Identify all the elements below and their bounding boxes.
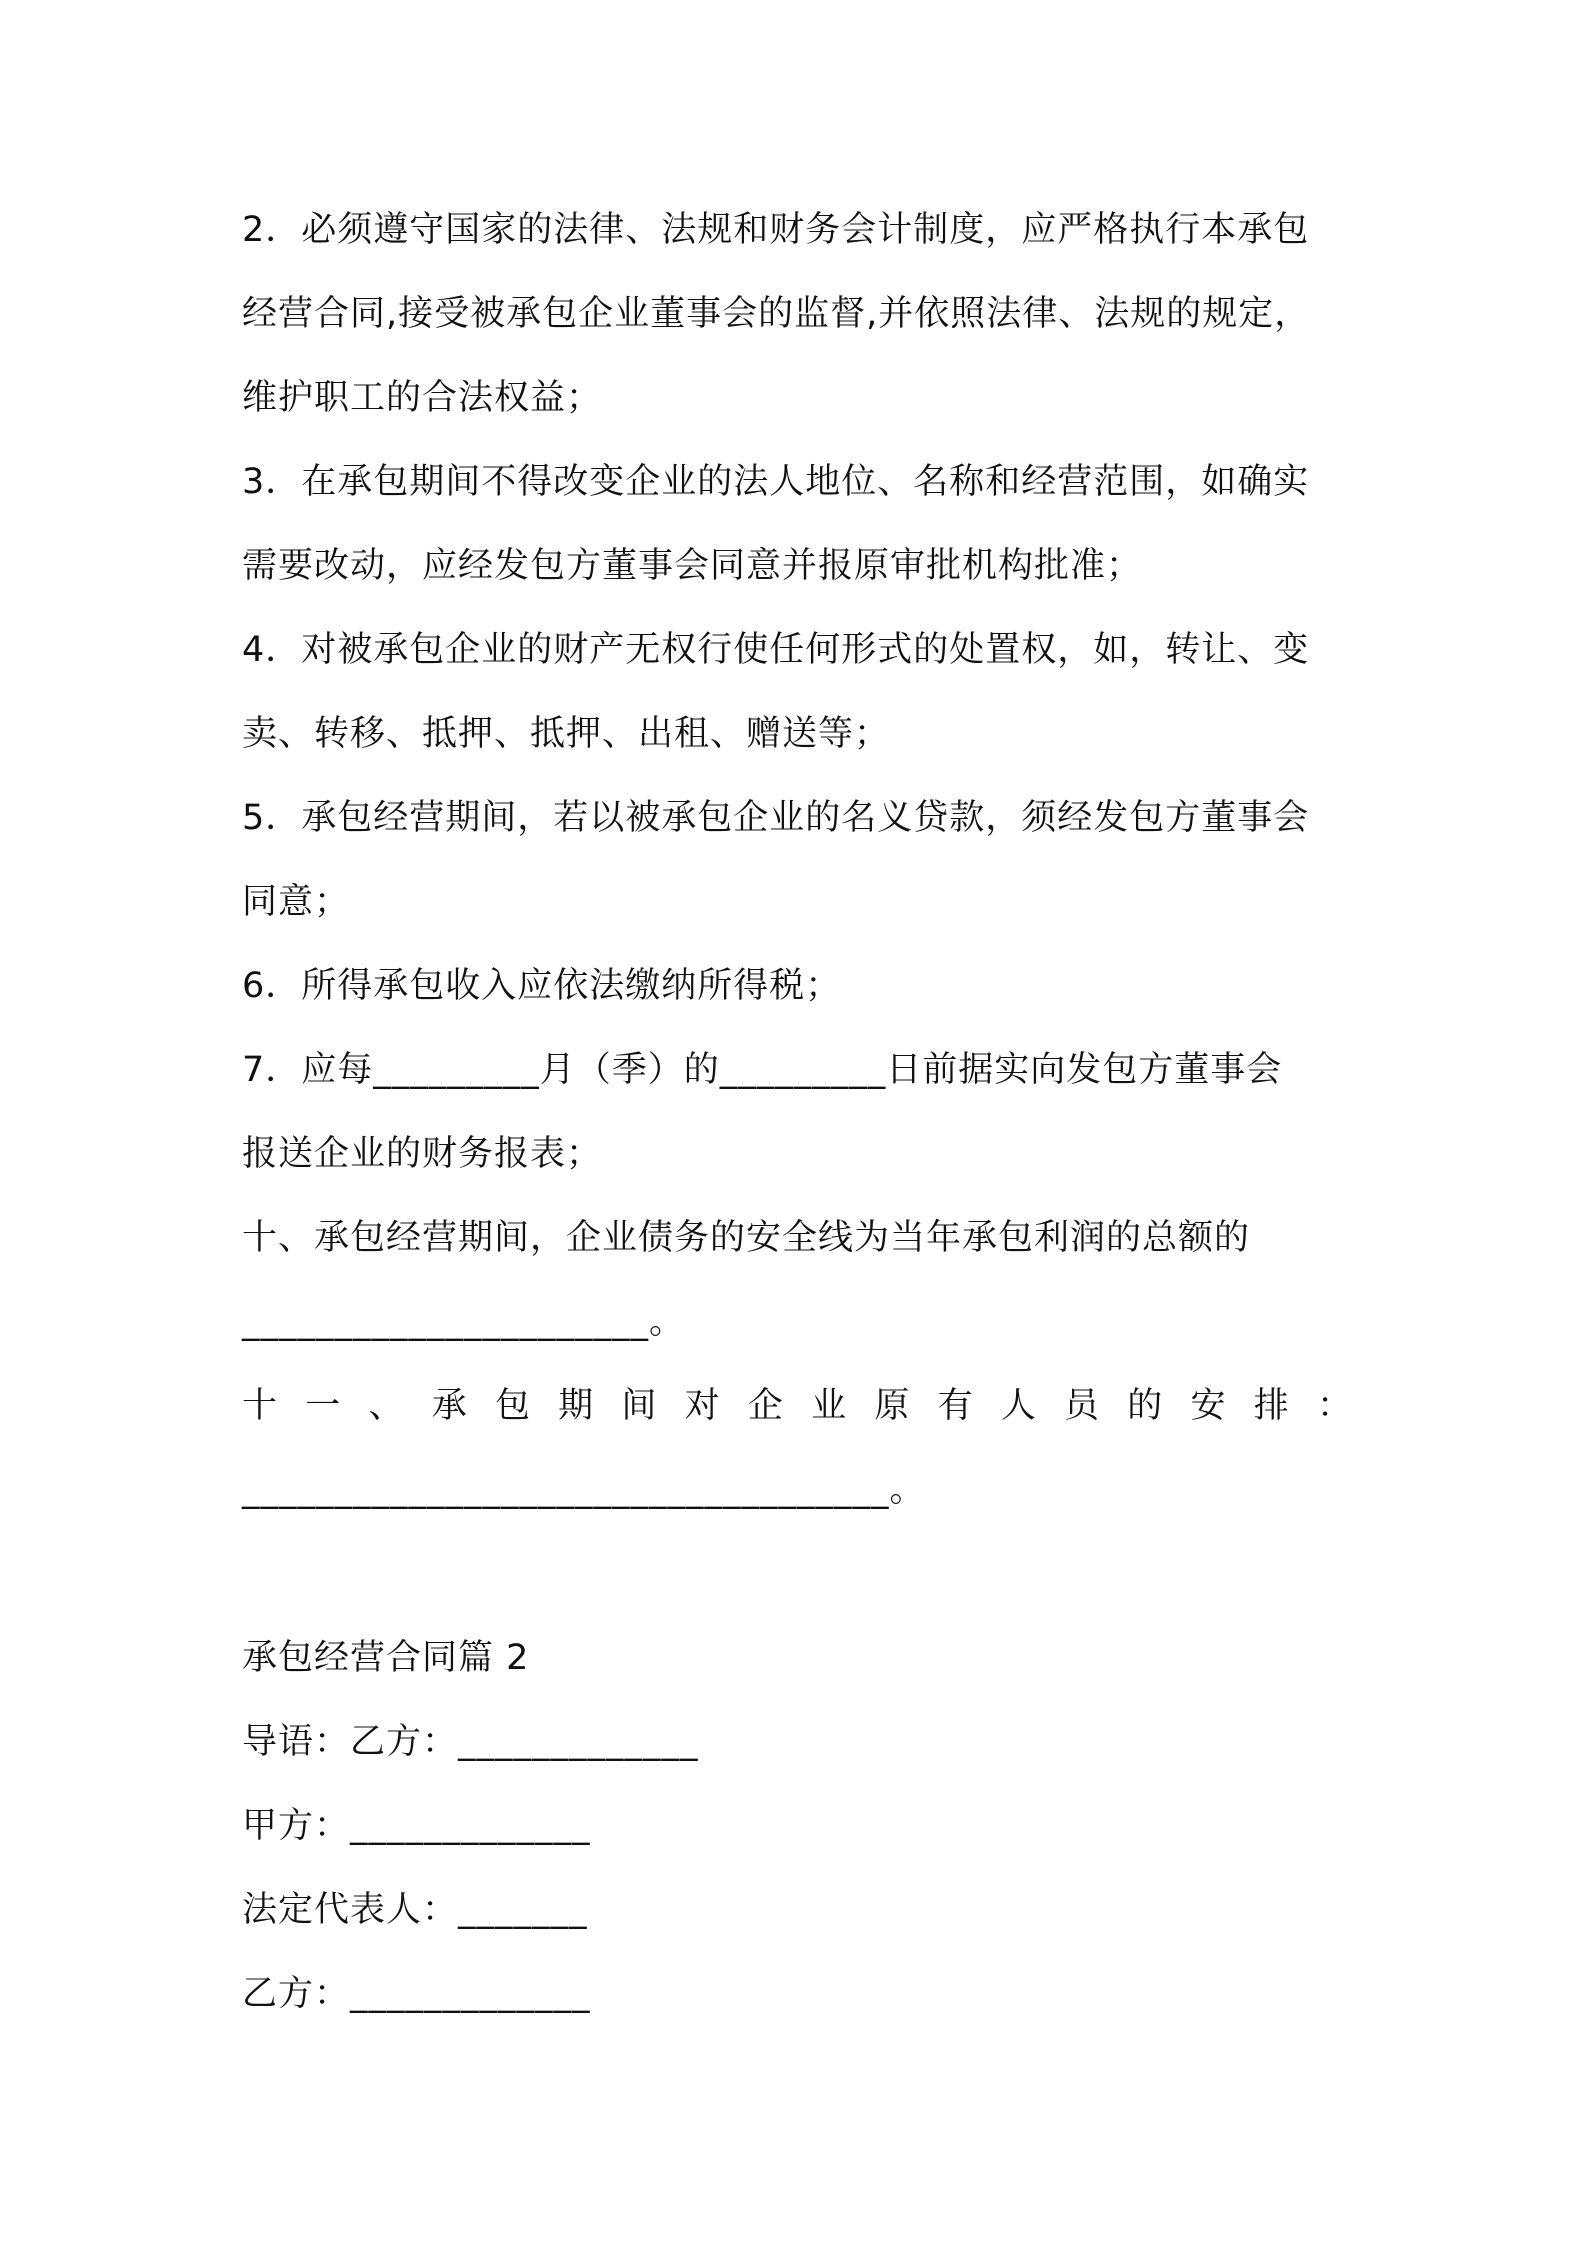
article-11-heading: [242, 1382, 1352, 1430]
intro-party-b-field: 导语：乙方：_____________: [242, 1722, 699, 1762]
article-10-blank: ______________________。: [242, 1302, 686, 1342]
article-11-char: 有: [937, 1386, 973, 1426]
article-11-char: 、: [368, 1386, 404, 1426]
section-title: 承包经营合同篇 2: [242, 1638, 530, 1678]
article-11-char: 企: [747, 1386, 783, 1426]
article-11-char: 间: [621, 1386, 657, 1426]
clause-2-line-1: 2．必须遵守国家的法律、法规和财务会计制度，应严格执行本承包: [242, 210, 1310, 250]
article-11-char: 十: [242, 1386, 278, 1426]
article-11-char: 包: [494, 1386, 530, 1426]
party-b-field: 乙方：_____________: [242, 1974, 591, 2014]
clause-5-line-1: 5．承包经营期间，若以被承包企业的名义贷款，须经发包方董事会: [242, 798, 1310, 838]
clause-6-line: 6．所得承包收入应依法缴纳所得税；: [242, 966, 842, 1006]
clause-7-line-1: 7．应每_________月（季）的_________日前据实向发包方董事会: [242, 1050, 1283, 1090]
article-11-char: 原: [874, 1386, 910, 1426]
article-11-char: ：: [1316, 1386, 1352, 1426]
article-11-char: 人: [1000, 1386, 1036, 1426]
article-11-char: 期: [558, 1386, 594, 1426]
clause-2-line-2: 经营合同,接受被承包企业董事会的监督,并依照法律、法规的规定，: [242, 294, 1311, 334]
article-11-char: 一: [305, 1386, 341, 1426]
party-a-field: 甲方：_____________: [242, 1806, 591, 1846]
article-11-char: 的: [1127, 1386, 1163, 1426]
legal-representative-field: 法定代表人：_______: [242, 1890, 588, 1930]
article-11-char: 业: [811, 1386, 847, 1426]
clause-7-line-2: 报送企业的财务报表；: [242, 1134, 603, 1174]
article-11-char: 承: [431, 1386, 467, 1426]
article-11-char: 排: [1253, 1386, 1289, 1426]
article-11-blank: ___________________________________。: [242, 1470, 926, 1510]
clause-3-line-1: 3．在承包期间不得改变企业的法人地位、名称和经营范围，如确实: [242, 462, 1310, 502]
clause-4-line-2: 卖、转移、抵押、抵押、出租、赠送等；: [242, 714, 891, 754]
article-11-char: 对: [684, 1386, 720, 1426]
clause-4-line-1: 4．对被承包企业的财产无权行使任何形式的处置权，如，转让、变: [242, 630, 1310, 670]
article-11-char: 安: [1190, 1386, 1226, 1426]
clause-2-line-3: 维护职工的合法权益；: [242, 378, 603, 418]
clause-5-line-2: 同意；: [242, 882, 351, 922]
article-10-line-1: 十、承包经营期间，企业债务的安全线为当年承包利润的总额的: [242, 1218, 1251, 1258]
article-11-char: 员: [1064, 1386, 1100, 1426]
clause-3-line-2: 需要改动，应经发包方董事会同意并报原审批机构批准；: [242, 546, 1143, 586]
